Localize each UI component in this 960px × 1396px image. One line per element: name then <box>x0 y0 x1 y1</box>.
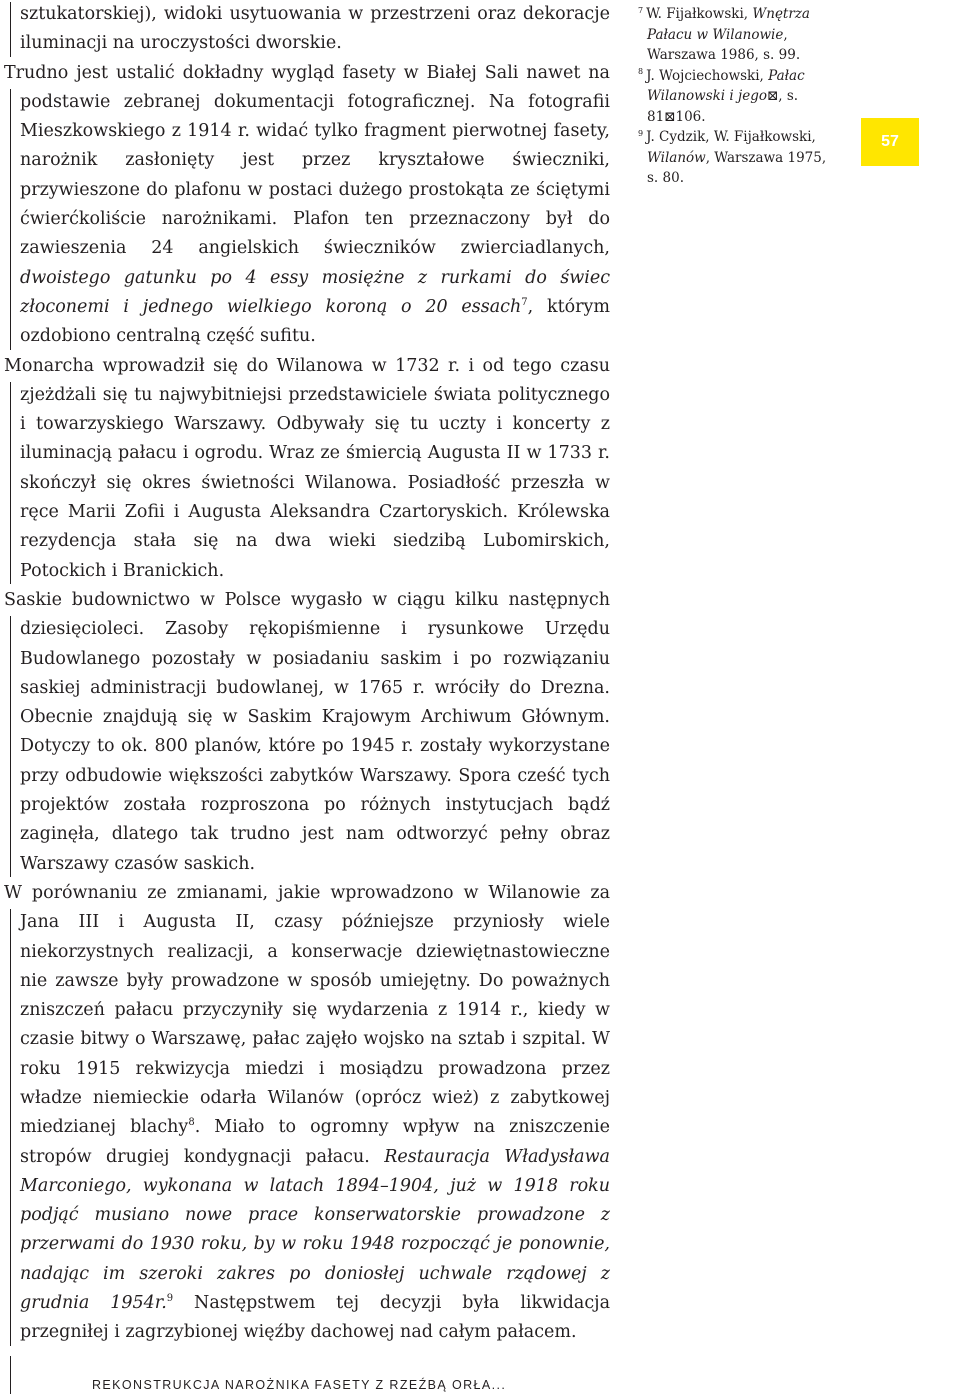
paragraph-5-text: W porównaniu ze zmianami, jakie wprowadzono w Wilanowie za Jana III i Augusta II, czasy późniejsze przyniosły wiele niekorzystnych realizacji, a konserwacje dziewiętnastowieczne nie zawsze były prowadzone w sposób umiejętny. Do poważnych zniszczeń pałacu przyczyniły się wydarzenia z 1914 r., kiedy w czasie bitwy o Warszawę, pałac zajęło wojsko na sztab i szpital. W roku 1915 rekwizycja miedzi i mosiądzu prowadzona przez władze niemieckie odarła Wilanów (oprócz wież) z zabytkowej miedzianej blachy <box>4 882 610 1138</box>
footnote-author: J. Cydzik, W. Fijałkowski, <box>646 129 816 145</box>
footnote-9 <box>638 127 838 189</box>
paragraph-1-text: sztukatorskiej), widoki usytuowania w przestrzeni oraz dekoracje iluminacji na uroczystości dworskie. <box>20 4 610 54</box>
paragraph-2 <box>4 59 610 352</box>
footer-rule <box>10 1356 11 1394</box>
footnote-number: 8 <box>638 67 644 76</box>
page-number-badge <box>861 118 919 166</box>
footnote-ref-8[interactable]: 8 <box>188 1117 195 1129</box>
main-text-column <box>4 0 610 1348</box>
paragraph-3-text: Monarcha wprowadził się do Wilanowa w 1732 r. i od tego czasu zjeżdżali się tu najwybitniejsi przedstawiciele świata politycznego i towarzyskiego Warszawy. Odbywały się tu uczty i koncerty z iluminacją pałacu i ogrodu. Wraz ze śmiercią Augusta II w 1733 r. skończył się okres świetności Wilanowa. Posiadłość przeszła w ręce Marii Zofii i Augusta Aleksandra Czartoryskich. Królewska rezydencja stała się na dwa wieki siedzibą Lubomirskich, Potockich i Branickich. <box>4 355 610 581</box>
footnote-ref-7[interactable]: 7 <box>521 297 528 309</box>
paragraph-1 <box>4 0 610 59</box>
footnote-ref-9[interactable]: 9 <box>166 1293 174 1305</box>
paragraph-5 <box>4 879 610 1348</box>
footnote-8 <box>638 66 838 128</box>
footnote-rest: ⊠, s. 81⊠106. <box>647 88 799 125</box>
paragraph-2-text-end: , którym ozdobiono centralną część sufitu. <box>20 296 610 347</box>
footnote-rest: , Warszawa 1986, s. 99. <box>647 26 801 63</box>
footnote-title: Wnętrza Pałacu w Wilanowie <box>647 6 810 43</box>
page-number: 57 <box>881 133 899 150</box>
footnote-title: Wilanów <box>647 149 706 166</box>
footnote-number: 9 <box>638 128 644 138</box>
paragraph-3 <box>4 352 610 586</box>
paragraph-5-quote: Restauracja Władysława Marconiego, wykonana w latach 1894–1904, już w 1918 roku podjąć musiano nowe prace konserwatorskie prowadzone z przerwami do 1930 roku, by w roku 1948 rozpocząć je ponownie, nadając im szeroki zakres po doniosłej uchwale rządowej z grudnia 1954r. <box>20 1146 610 1314</box>
footnotes-column <box>638 4 838 189</box>
footnote-rest: , Warszawa 1975, s. 80. <box>647 149 827 186</box>
paragraph-5-text-end: Następstwem tej decyzji była likwidacja przegniłej i zagrzybionej więźby dachowej nad całym pałacem. <box>20 1293 611 1343</box>
footnote-number: 7 <box>638 5 644 15</box>
footnote-author: J. Wojciechowski, <box>646 67 769 84</box>
paragraph-5-text-mid: . Miało to ogromny wpływ na zniszczenie stropów drugiej kondygnacji pałacu. <box>20 1117 611 1167</box>
paragraph-2-quote: dwoistego gatunku po 4 essy mosiężne z rurkami do świec złoconemi i jednego wielkiego koroną o 20 essach <box>20 267 610 317</box>
footnote-7 <box>638 4 838 66</box>
paragraph-4 <box>4 586 610 879</box>
paragraph-2-text: Trudno jest ustalić dokładny wygląd fasety w Białej Sali nawet na podstawie zebranej dokumentacji fotograficznej. Na fotografii Mieszkowskiego z 1914 r. widać tylko fragment pierwotnej fasety, narożnik zasłonięty jest przez kryształowe świeczniki, przywieszone do plafonu w postaci dużego prostokąta ze ściętymi ćwierćkoliście narożnikami. Plafon ten przeznaczony był do zawieszenia 24 angielskich świeczników zwierciadlanych, <box>4 62 610 259</box>
footnote-title: Pałac Wilanowski i jego <box>647 67 805 104</box>
running-footer: REKONSTRUKCJA NAROŻNIKA FASETY Z RZEŹBĄ ORŁA... <box>92 1378 507 1392</box>
footnote-author: W. Fijałkowski, <box>646 6 753 22</box>
paragraph-4-text: Saskie budownictwo w Polsce wygasło w ciągu kilku następnych dziesięcioleci. Zasoby rękopiśmienne i rysunkowe Urzędu Budowlanego pozostały w posiadaniu saskim i po rozwiązaniu saskiej administracji budowlanej, w 1765 r. wróciły do Drezna. Obecnie znajdują się w Saskim Krajowym Archiwum Głównym. Dotyczy to ok. 800 planów, które po 1945 r. zostały wykorzystane przy odbudowie większości zabytków Warszawy. Spora cześć tych projektów została rozproszona po różnych instytucjach bądź zaginęła, dlatego tak trudno jest nam odtworzyć pełny obraz Warszawy czasów saskich. <box>4 589 610 874</box>
